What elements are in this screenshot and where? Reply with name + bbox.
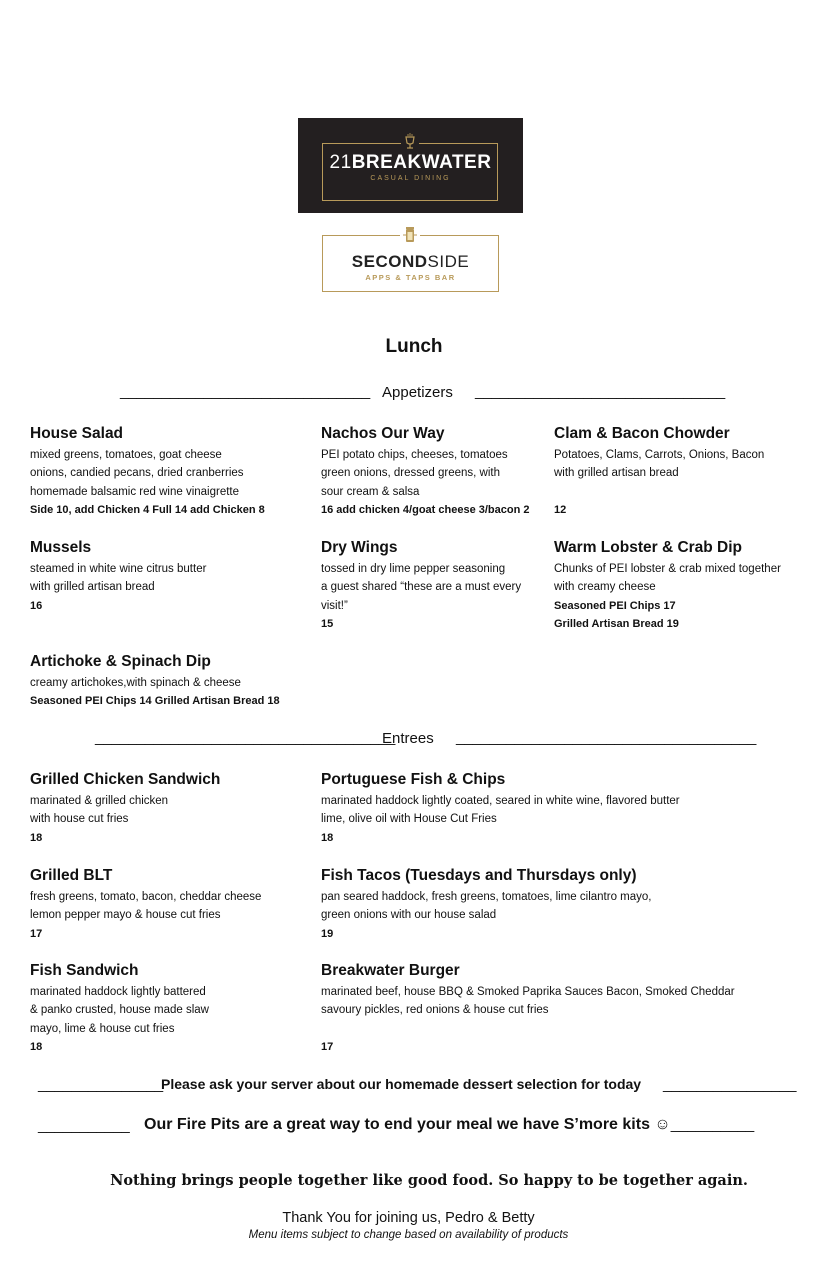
- menu-item: [30, 652, 280, 711]
- tagline: Nothing brings people together like good food. So happy to be together again.: [110, 1172, 748, 1189]
- menu-item: [321, 424, 529, 519]
- item-description: marinated haddock lightly coated, seared in white wine, flavored butter lime, olive oil with House Cut Fries: [321, 795, 680, 826]
- item-name: Dry Wings: [321, 539, 398, 556]
- item-price: 18: [30, 1040, 43, 1053]
- beer-glass-icon: [400, 225, 420, 245]
- item-name: Warm Lobster & Crab Dip: [554, 539, 743, 556]
- item-description: Chunks of PEI lobster & crab mixed together with creamy cheese: [554, 563, 781, 594]
- menu-title: Lunch: [385, 336, 443, 357]
- item-price: 18: [30, 831, 43, 844]
- item-description: marinated & grilled chicken with house cut fries: [30, 795, 169, 826]
- item-name: Fish Sandwich: [30, 962, 139, 979]
- item-description: PEI potato chips, cheeses, tomatoes green onions, dressed greens, with sour cream & salsa: [321, 449, 508, 498]
- item-price: Side 10, add Chicken 4 Full 14 add Chicken 8: [30, 503, 265, 516]
- menu-item: [321, 770, 680, 847]
- item-price: 12: [554, 503, 567, 516]
- item-name: Breakwater Burger: [321, 962, 460, 979]
- menu-item: [30, 961, 209, 1056]
- logo-sub-top: CASUAL DINING: [370, 175, 451, 182]
- item-price: 16 add chicken 4/goat cheese 3/bacon 2: [321, 503, 530, 516]
- menu-item: [554, 424, 764, 519]
- menu-item: [30, 424, 265, 519]
- breakwater-logo: [298, 118, 523, 213]
- item-name: House Salad: [30, 425, 124, 442]
- thank-you-note: Thank You for joining us, Pedro & Betty: [282, 1210, 535, 1226]
- menu-item: [321, 866, 651, 943]
- appetizers-rule-right: ______________________________: [475, 383, 726, 400]
- item-description: mixed greens, tomatoes, goat cheese onions, candied pecans, dried cranberries homemade balsamic red wine vinaigrette: [30, 449, 244, 498]
- menu-item: [321, 538, 521, 633]
- item-price: Grilled Artisan Bread 19: [554, 617, 679, 630]
- item-description: creamy artichokes,with spinach & cheese: [30, 677, 241, 689]
- item-description: pan seared haddock, fresh greens, tomatoes, lime cilantro mayo, green onions with our house salad: [321, 891, 652, 922]
- item-description: marinated haddock lightly battered & panko crusted, house made slaw mayo, lime & house cut fries: [30, 986, 209, 1035]
- item-description: steamed in white wine citrus butter with grilled artisan bread: [30, 563, 207, 594]
- item-description: marinated beef, house BBQ & Smoked Paprika Sauces Bacon, Smoked Cheddar savoury pickles, red onions & house cut fries: [321, 986, 735, 1017]
- item-name: Mussels: [30, 539, 92, 556]
- item-price: 17: [321, 1040, 334, 1053]
- item-name: Grilled BLT: [30, 867, 113, 884]
- dessert-note: Please ask your server about our homemade dessert selection for today: [161, 1076, 642, 1092]
- item-description: Potatoes, Clams, Carrots, Onions, Bacon with grilled artisan bread: [554, 449, 765, 480]
- item-name: Artichoke & Spinach Dip: [30, 653, 211, 670]
- cup-icon: [401, 133, 419, 151]
- disclaimer: Menu items subject to change based on availability of products: [248, 1229, 569, 1241]
- appetizers-rule-left: ______________________________: [120, 383, 371, 400]
- entrees-heading: Entrees: [382, 730, 434, 747]
- menu-item: [30, 770, 220, 847]
- entrees-rule-right: ____________________________________: [456, 729, 757, 746]
- item-price: 18: [321, 831, 334, 844]
- menu-item: [321, 961, 735, 1056]
- item-price: 15: [321, 617, 334, 630]
- item-name: Portuguese Fish & Chips: [321, 771, 506, 788]
- restaurant-logo: [298, 118, 523, 309]
- item-price: 19: [321, 927, 334, 940]
- item-price: Seasoned PEI Chips 14 Grilled Artisan Bread 18: [30, 695, 280, 708]
- appetizers-heading: Appetizers: [382, 384, 453, 401]
- logo-brand-bottom: SECONDSIDE: [351, 252, 470, 271]
- entrees-rule-left: ____________________________________: [95, 729, 396, 746]
- logo-brand-top: 21BREAKWATER: [329, 152, 492, 173]
- item-name: Grilled Chicken Sandwich: [30, 771, 221, 788]
- item-price: 16: [30, 599, 43, 612]
- item-name: Clam & Bacon Chowder: [554, 425, 730, 442]
- item-description: tossed in dry lime pepper seasoning a guest shared “these are a must every visit!”: [321, 563, 522, 612]
- second-side-logo: [298, 213, 523, 309]
- dessert-rule-right: ________________: [663, 1076, 797, 1093]
- item-name: Fish Tacos (Tuesdays and Thursdays only): [321, 867, 637, 884]
- dessert-rule-left: _______________: [38, 1076, 164, 1093]
- menu-item: [30, 538, 206, 615]
- item-price: Seasoned PEI Chips 17: [554, 599, 676, 612]
- logo-sub-bottom: APPS & TAPS BAR: [365, 273, 456, 282]
- item-price: 17: [30, 927, 43, 940]
- menu-item: [554, 538, 781, 633]
- firepit-note: Our Fire Pits are a great way to end your meal we have S’more kits ☺__________: [144, 1116, 755, 1133]
- item-description: fresh greens, tomato, bacon, cheddar cheese lemon pepper mayo & house cut fries: [30, 891, 262, 922]
- menu-item: [30, 866, 261, 943]
- firepit-rule-left: ___________: [38, 1117, 130, 1134]
- item-name: Nachos Our Way: [321, 425, 445, 442]
